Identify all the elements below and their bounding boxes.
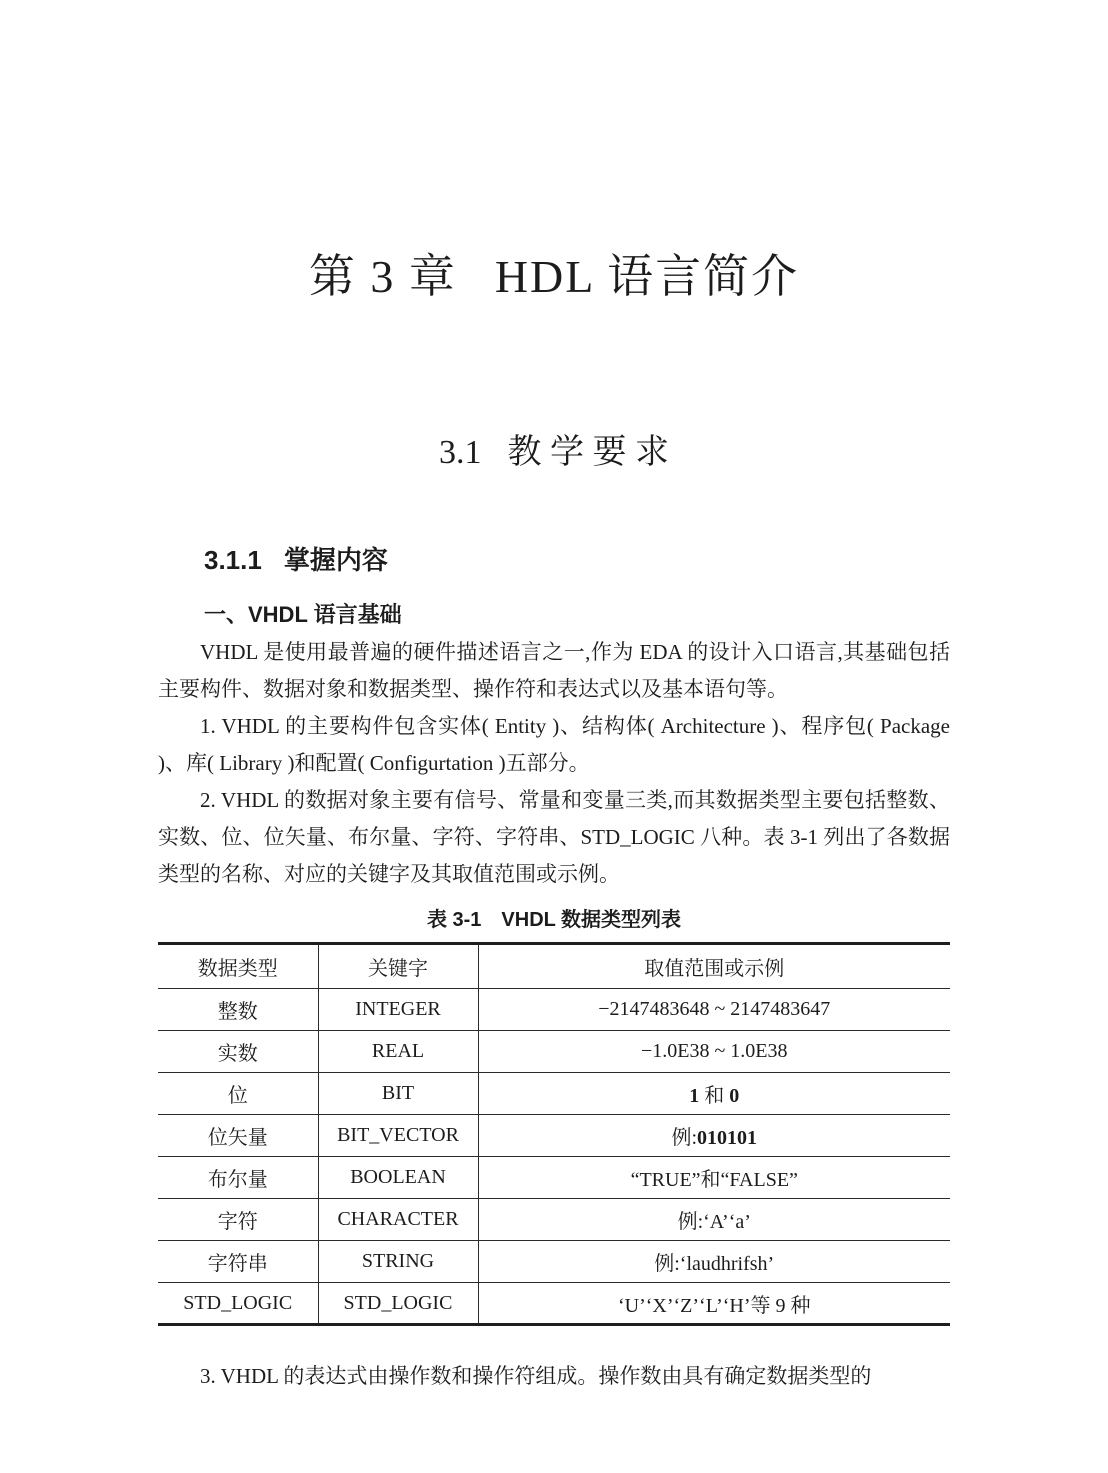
cell-value-range <box>478 1283 950 1325</box>
value-segment: 和 <box>699 1085 730 1107</box>
cell-keyword: REAL <box>318 1031 478 1073</box>
table-body <box>158 989 950 1325</box>
paragraph-item-1: 1. VHDL 的主要构件包含实体( Entity )、结构体( Architecture )、程序包( Package )、库( Library )和配置( Configurtation )五部分。 <box>158 714 950 775</box>
value-segment: ‘U’‘X’‘Z’‘L’‘H’等 9 种 <box>617 1294 811 1317</box>
value-segment: 例:‘laudhrifsh’ <box>654 1253 775 1275</box>
cell-value-range <box>478 1031 950 1073</box>
cell-keyword: STD_LOGIC <box>318 1283 478 1325</box>
value-segment: −1.0E38 ~ 1.0E38 <box>640 1040 788 1062</box>
table-caption-title: VHDL 数据类型列表 <box>501 909 682 931</box>
table-row <box>158 1157 950 1199</box>
cell-keyword: CHARACTER <box>318 1199 478 1241</box>
cell-data-type: 位矢量 <box>158 1115 318 1157</box>
cell-data-type: 字符 <box>158 1199 318 1241</box>
table-row <box>158 1073 950 1115</box>
header-value-range: 取值范围或示例 <box>478 944 950 989</box>
cell-value-range <box>478 989 950 1031</box>
value-bold-segment: 010101 <box>697 1127 758 1149</box>
chapter-number: 第 3 章 <box>308 251 457 302</box>
cell-data-type: 位 <box>158 1073 318 1115</box>
value-bold-segment: 1 <box>689 1085 700 1107</box>
paragraph-item-2: 2. VHDL 的数据对象主要有信号、常量和变量三类,而其数据类型主要包括整数、实数、位、位矢量、布尔量、字符、字符串、STD_LOGIC 八种。表 3-1 列出了各数据类型的名称、对应的关键字及其取值范围或示例。 <box>158 788 950 886</box>
cell-keyword: STRING <box>318 1241 478 1283</box>
table-caption <box>158 907 950 933</box>
header-data-type: 数据类型 <box>158 944 318 989</box>
cell-keyword: BIT <box>318 1073 478 1115</box>
cell-value-range <box>478 1241 950 1283</box>
cell-data-type: 字符串 <box>158 1241 318 1283</box>
cell-value-range <box>478 1199 950 1241</box>
cell-data-type: STD_LOGIC <box>158 1283 318 1325</box>
value-segment: 例: <box>671 1127 698 1149</box>
table-row <box>158 989 950 1031</box>
table-caption-label: 表 3-1 <box>426 909 482 931</box>
body-text-block <box>158 634 950 893</box>
table-row <box>158 1199 950 1241</box>
cell-keyword: BIT_VECTOR <box>318 1115 478 1157</box>
vhdl-data-type-table <box>158 942 950 1326</box>
table-header-row <box>158 944 950 989</box>
cell-data-type: 实数 <box>158 1031 318 1073</box>
paragraph-item-3: 3. VHDL 的表达式由操作数和操作符组成。操作数由具有确定数据类型的 <box>200 1364 872 1388</box>
subsection-heading <box>204 544 950 576</box>
chapter-title <box>158 250 950 304</box>
table-row <box>158 1031 950 1073</box>
cell-value-range <box>478 1073 950 1115</box>
value-segment: −2147483648 ~ 2147483647 <box>598 998 831 1020</box>
table-head <box>158 944 950 989</box>
table-row <box>158 1115 950 1157</box>
cell-data-type: 布尔量 <box>158 1157 318 1199</box>
cell-keyword: BOOLEAN <box>318 1157 478 1199</box>
section-number: 3.1 <box>439 434 482 471</box>
table-row <box>158 1283 950 1325</box>
value-segment: 例:‘A’‘a’ <box>677 1211 751 1233</box>
header-keyword: 关键字 <box>318 944 478 989</box>
paragraph-intro: VHDL 是使用最普遍的硬件描述语言之一,作为 EDA 的设计入口语言,其基础包括主要构件、数据对象和数据类型、操作符和表达式以及基本语句等。 <box>158 640 950 701</box>
chapter-title-text: HDL 语言简介 <box>494 251 800 302</box>
subsection-number: 3.1.1 <box>204 545 262 575</box>
cell-keyword: INTEGER <box>318 989 478 1031</box>
section-heading <box>158 432 950 474</box>
value-segment: “TRUE”和“FALSE” <box>630 1169 798 1191</box>
value-bold-segment: 0 <box>729 1085 740 1107</box>
cell-value-range <box>478 1157 950 1199</box>
cell-data-type: 整数 <box>158 989 318 1031</box>
section-title-text: 教 学 要 求 <box>507 434 669 471</box>
cell-value-range <box>478 1115 950 1157</box>
part-heading: 一、VHDL 语言基础 <box>204 602 402 627</box>
table-row <box>158 1241 950 1283</box>
subsection-title-text: 掌握内容 <box>283 545 388 575</box>
